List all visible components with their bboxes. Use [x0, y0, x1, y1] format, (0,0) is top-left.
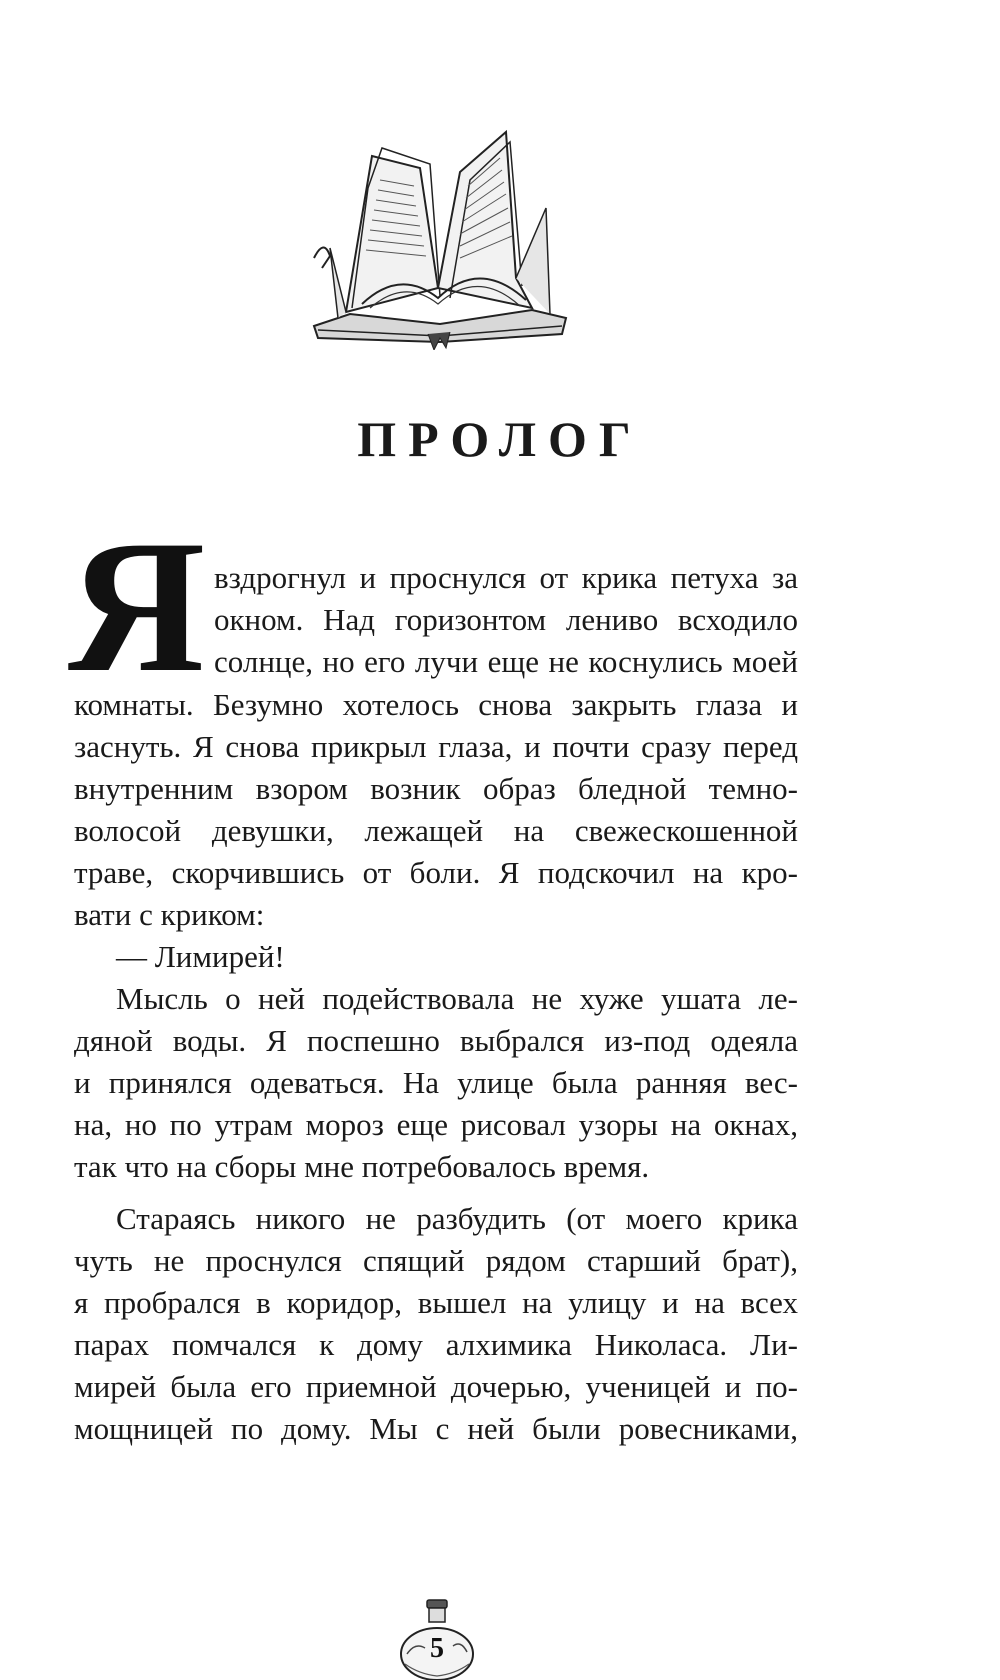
text-line: солнце, но его лучи еще не коснулись моей: [214, 644, 798, 679]
chapter-title: ПРОЛОГ: [357, 411, 643, 467]
text-line: внутренним взором возник образ бледной темно-: [74, 771, 798, 806]
text-line: парах помчался к дому алхимика Николаса. Ли-: [74, 1327, 798, 1362]
text-line: окном. Над горизонтом лениво всходило: [214, 602, 798, 637]
text-line: вздрогнул и проснулся от крика петуха за: [214, 560, 798, 595]
drop-cap: Я: [68, 502, 206, 712]
text-line: чуть не проснулся спящий рядом старший брат),: [74, 1243, 798, 1278]
text-line: на, но по утрам мороз еще рисовал узоры на окнах,: [74, 1107, 798, 1142]
page-number: 5: [430, 1633, 444, 1664]
open-book-icon: [310, 128, 572, 350]
text-line: траве, скорчившись от боли. Я подскочил на кро-: [74, 855, 798, 890]
text-line: дяной воды. Я поспешно выбрался из-под одеяла: [74, 1023, 798, 1058]
text-line: вати с криком:: [74, 897, 265, 932]
text-line: Мысль о ней подействовала не хуже ушата ле-: [116, 981, 798, 1016]
text-line: я пробрался в коридор, вышел на улицу и на всех: [74, 1285, 798, 1320]
text-line: мощницей по дому. Мы с ней были ровесниками,: [74, 1411, 798, 1446]
text-line: волосой девушки, лежащей на свежескошенной: [74, 813, 798, 848]
text-line: так что на сборы мне потребовалось время.: [74, 1149, 650, 1184]
text-line: заснуть. Я снова прикрыл глаза, и почти сразу перед: [74, 729, 798, 764]
text-line: мирей была его приемной дочерью, ученицей и по-: [74, 1369, 798, 1404]
text-line: и принялся одеваться. На улице была ранняя вес-: [74, 1065, 798, 1100]
dialogue-line: — Лимирей!: [116, 939, 285, 974]
text-line: Стараясь никого не разбудить (от моего крика: [116, 1201, 798, 1236]
text-line: комнаты. Безумно хотелось снова закрыть глаза и: [74, 687, 798, 722]
